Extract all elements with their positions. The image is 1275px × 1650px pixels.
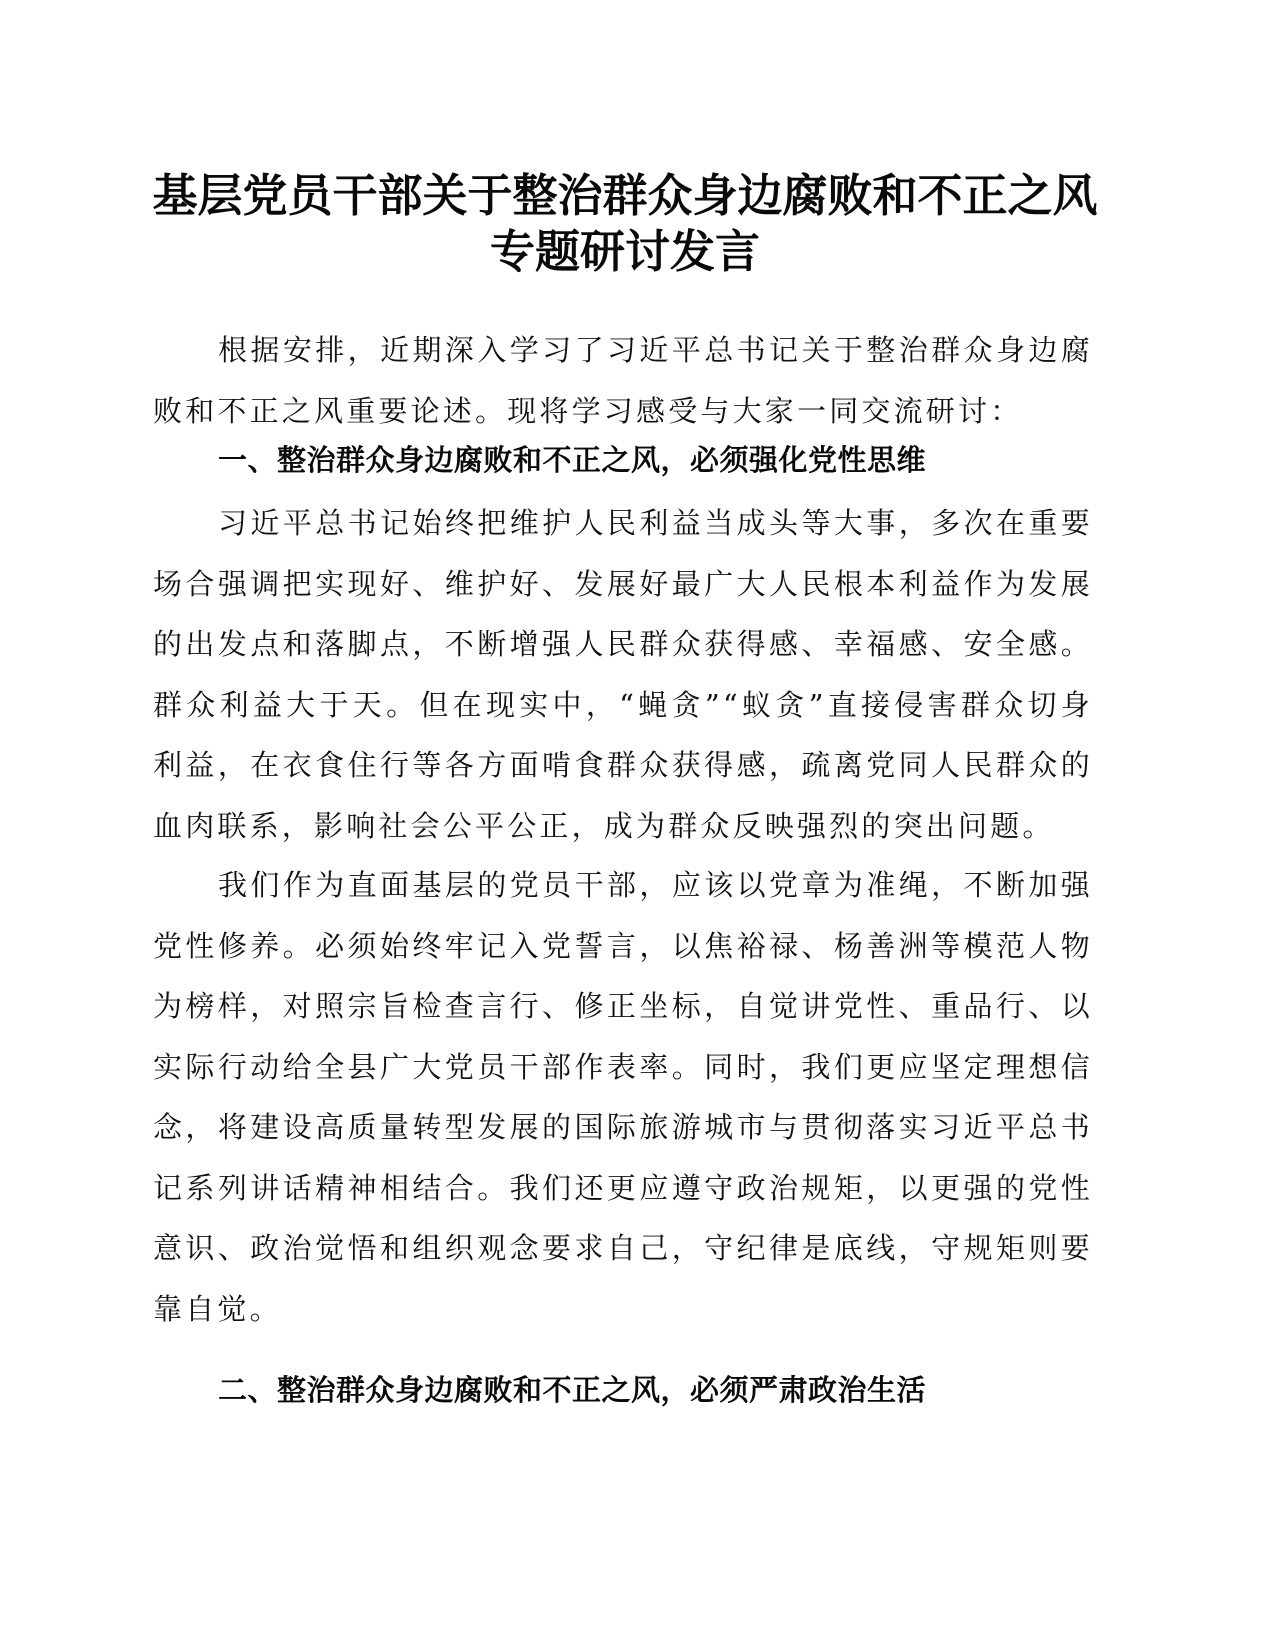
section-heading-1: 一、整治群众身边腐败和不正之风，必须强化党性思维 <box>218 443 927 477</box>
section-1-paragraph-1: 习近平总书记始终把维护人民利益当成头等大事，多次在重要场合强调把实现好、维护好、发展好最广大人民根本利益作为发展的出发点和落脚点，不断增强人民群众获得感、幸福感、安全感。群众利益大于天。但在现实中，“蝇贪”“蚁贪”直接侵害群众切身利益，在衣食住行等各方面啃食群众获得感，疏离党同人民群众的血肉联系，影响社会公平公正，成为群众反映强烈的突出问题。 <box>153 506 1093 843</box>
intro-paragraph: 根据安排，近期深入学习了习近平总书记关于整治群众身边腐败和不正之风重要论述。现将学习感受与大家一同交流研讨： <box>153 333 1093 428</box>
section-heading-2: 二、整治群众身边腐败和不正之风，必须严肃政治生活 <box>218 1373 927 1407</box>
section-1-paragraph-2: 我们作为直面基层的党员干部，应该以党章为准绳，不断加强党性修养。必须始终牢记入党誓言，以焦裕禄、杨善洲等模范人物为榜样，对照宗旨检查言行、修正坐标，自觉讲党性、重品行、以实际行动给全县广大党员干部作表率。同时，我们更应坚定理想信念，将建设高质量转型发展的国际旅游城市与贯彻落实习近平总书记系列讲话精神相结合。我们还更应遵守政治规矩，以更强的党性意识、政治觉悟和组织观念要求自己，守纪律是底线，守规矩则要靠自觉。 <box>153 868 1093 1326</box>
document-title: 基层党员干部关于整治群众身边腐败和不正之风专题研讨发言 <box>152 169 1098 278</box>
